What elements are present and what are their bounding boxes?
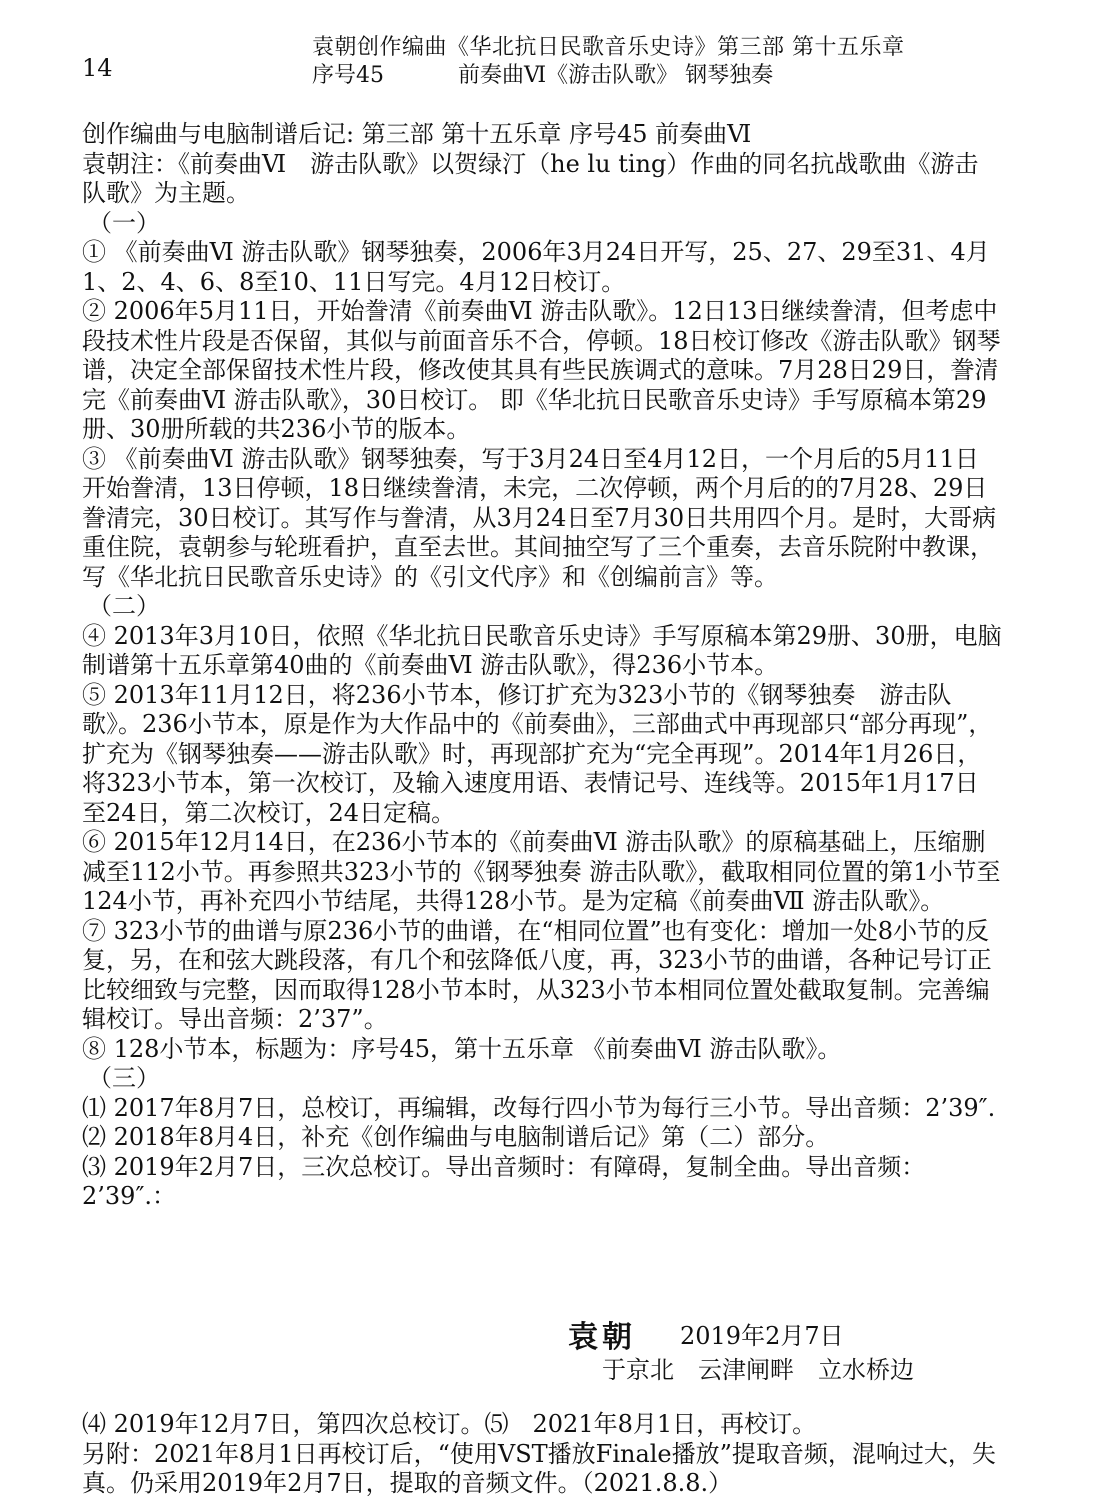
afterword-body bbox=[82, 120, 1002, 1212]
signature-name: 袁朝 bbox=[568, 1320, 636, 1355]
paragraph-item-8: ⑧ 128小节本，标题为：序号45，第十五乐章 《前奏曲Ⅵ 游击队歌》。 bbox=[82, 1034, 842, 1063]
running-header-title: 袁朝创作编曲《华北抗日民歌音乐史诗》第三部 第十五乐章 bbox=[312, 35, 905, 60]
paragraph-item-3: ③ 《前奏曲Ⅵ 游击队歌》钢琴独奏，写于3月24日至4月12日，一个月后的5月11日开始誊清，13日停顿，18日继续誊清，未完，二次停顿，两个月后的的7月28、29日誊清完，30日校订。其写作与誊清，从3月24日至7月30日共用四个月。是时，大哥病重住院，袁朝参与轮班看护，直至去世。其间抽空写了三个重奏，去音乐院附中教课，写《华北抗日民歌音乐史诗》的《引文代序》和《创编前言》等。 bbox=[82, 444, 997, 591]
postscript-revisions: ⑷ 2019年12月7日，第四次总校订。⑸ 2021年8月1日，再校订。 bbox=[82, 1410, 817, 1438]
running-header-sequence: 序号45 bbox=[312, 63, 384, 88]
postscript bbox=[82, 1410, 1002, 1499]
paragraph-item-4: ④ 2013年3月10日，依照《华北抗日民歌音乐史诗》手写原稿本第29册、30册，电脑制谱第十五乐章第40曲的《前奏曲Ⅵ 游击队歌》，得236小节本。 bbox=[82, 621, 1002, 679]
paragraph-item-10: ⑵ 2018年8月4日，补充《创作编曲与电脑制谱后记》第（二）部分。 bbox=[82, 1123, 830, 1151]
paragraph-item-9: ⑴ 2017年8月7日，总校订，再编辑，改每行四小节为每行三小节。导出音频：2’39″. bbox=[82, 1093, 996, 1122]
page-number: 14 bbox=[82, 54, 113, 82]
afterword-heading: 创作编曲与电脑制谱后记: 第三部 第十五乐章 序号45 前奏曲Ⅵ bbox=[82, 120, 752, 148]
postscript-addendum: 另附：2021年8月1日再校订后，“使用VST播放Finale播放”提取音频，混响过大，失真。仍采用2019年2月7日，提取的音频文件。（2021.8.8.） bbox=[82, 1439, 996, 1497]
section-marker-1: （一） bbox=[88, 208, 160, 237]
paragraph-item-7: ⑦ 323小节的曲谱与原236小节的曲谱，在“相同位置”也有变化：增加一处8小节的反复，另，在和弦大跳段落，有几个和弦降低八度，再，323小节的曲谱，各种记号订正比较细致与完整，因而取得128小节本时，从323小节本相同位置处截取复制。完善编辑校订。导出音频：2’37”。 bbox=[82, 916, 992, 1033]
section-marker-3: （三） bbox=[88, 1064, 160, 1092]
signature-place: 于京北 云津闸畔 立水桥边 bbox=[602, 1356, 914, 1384]
paragraph-item-2: ② 2006年5月11日，开始誊清《前奏曲Ⅵ 游击队歌》。12日13日继续誊清，但考虑中段技术性片段是否保留，其似与前面音乐不合，停顿。18日校订修改《游击队歌》钢琴谱，决定全部保留技术性片段，修改使其具有些民族调式的意味。7月28日29日，誊清完《前奏曲Ⅵ 游击队歌》，30日校订。 即《华北抗日民歌音乐史诗》手写原稿本第29册、30册所载的共236小节的版本。 bbox=[82, 297, 1001, 443]
signature-date: 2019年2月7日 bbox=[680, 1322, 844, 1350]
running-header-piece-title: 前奏曲Ⅵ《游击队歌》 钢琴独奏 bbox=[458, 63, 774, 88]
paragraph-item-6: ⑥ 2015年12月14日，在236小节本的《前奏曲Ⅵ 游击队歌》的原稿基础上，压缩删减至112小节。再参照共323小节的《钢琴独奏 游击队歌》，截取相同位置的第1小节至124小节，再补充四小节结尾，共得128小节。是为定稿《前奏曲Ⅶ 游击队歌》。 bbox=[82, 828, 1001, 915]
paragraph-item-1: ① 《前奏曲Ⅵ 游击队歌》钢琴独奏，2006年3月24日开写，25、27、29至31、4月1、2、4、6、8至10、11日写完。4月12日校订。 bbox=[82, 238, 990, 296]
paragraph-item-11: ⑶ 2019年2月7日，三次总校订。导出音频时：有障碍，复制全曲。导出音频：2’39″.： bbox=[82, 1152, 926, 1210]
author-note: 袁朝注：《前奏曲Ⅵ 游击队歌》以贺绿汀（he lu ting）作曲的同名抗战歌曲《游击队歌》为主题。 bbox=[82, 149, 979, 207]
paragraph-item-5: ⑤ 2013年11月12日，将236小节本，修订扩充为323小节的《钢琴独奏 游击队歌》。236小节本，原是作为大作品中的《前奏曲》，三部曲式中再现部只“部分再现”，扩充为《钢琴独奏——游击队歌》时，再现部扩充为“完全再现”。2014年1月26日，将323小节本，第一次校订，及输入速度用语、表情记号、连线等。2015年1月17日至24日，第二次校订，24日定稿。 bbox=[82, 680, 993, 827]
section-marker-2: （二） bbox=[88, 592, 160, 620]
